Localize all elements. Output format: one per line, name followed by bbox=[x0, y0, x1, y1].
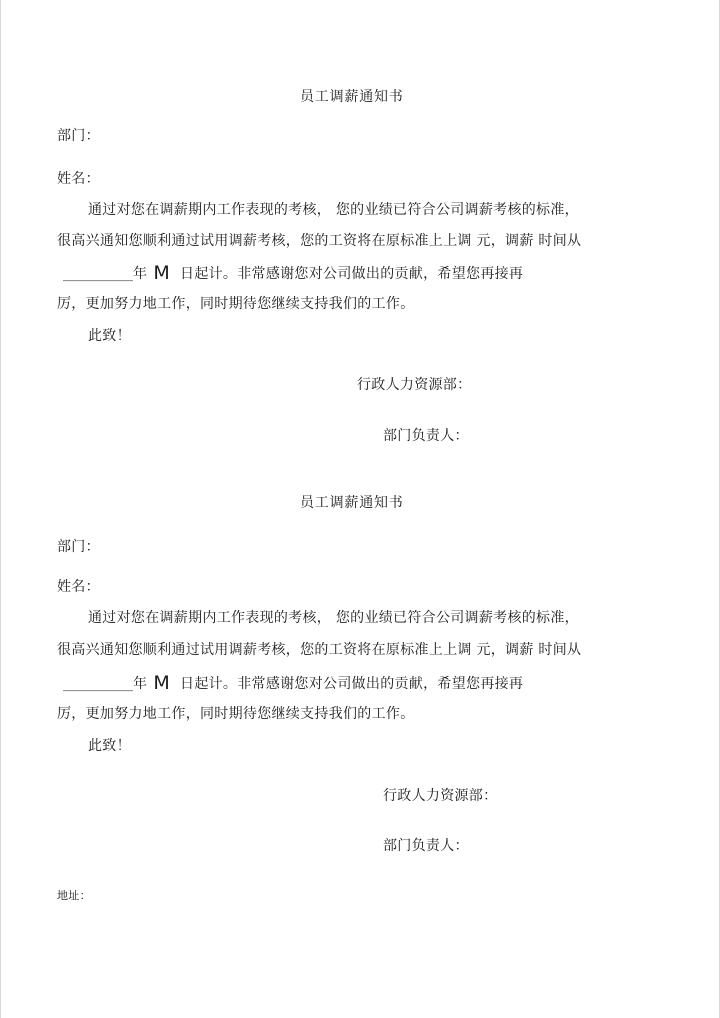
date-blank: __________ bbox=[63, 266, 133, 282]
body-line-3 bbox=[63, 673, 523, 693]
body-line-4: 厉，更加努力地工作，同时期待您继续支持我们的工作。 bbox=[57, 296, 415, 312]
closing: 此致！ bbox=[88, 738, 131, 754]
signature-department: 行政人力资源部： bbox=[383, 788, 498, 804]
page-left-border bbox=[0, 0, 1, 1018]
name-label: 姓名： bbox=[57, 579, 100, 595]
body-line-1: 通过对您在调薪期内工作表现的考核， 您的业绩已符合公司调薪考核的标准， bbox=[88, 610, 579, 626]
month-m-char: M bbox=[153, 262, 171, 284]
name-label: 姓名： bbox=[57, 171, 100, 187]
department-label: 部门： bbox=[57, 128, 100, 144]
body-line-2: 很高兴通知您顺利通过试用调薪考核，您的工资将在原标准上上调 元，调薪 时间从 bbox=[57, 642, 582, 658]
signature-person: 部门负责人： bbox=[383, 428, 469, 444]
date-blank: __________ bbox=[63, 676, 133, 692]
address-label: 地址： bbox=[57, 889, 91, 902]
body-line-2: 很高兴通知您顺利通过试用调薪考核，您的工资将在原标准上上调 元，调薪 时间从 bbox=[57, 233, 582, 249]
body-line-3-rest: 日起计。非常感谢您对公司做出的贡献，希望您再接再 bbox=[180, 266, 524, 282]
month-m-char: M bbox=[153, 672, 171, 694]
body-line-3-rest: 日起计。非常感谢您对公司做出的贡献，希望您再接再 bbox=[180, 676, 524, 692]
signature-person: 部门负责人： bbox=[383, 838, 469, 854]
body-line-4: 厉，更加努力地工作，同时期待您继续支持我们的工作。 bbox=[57, 706, 415, 722]
body-line-1: 通过对您在调薪期内工作表现的考核， 您的业绩已符合公司调薪考核的标准， bbox=[88, 202, 579, 218]
year-char: 年 bbox=[133, 266, 148, 282]
department-label: 部门： bbox=[57, 539, 100, 555]
signature-department: 行政人力资源部： bbox=[357, 377, 472, 393]
year-char: 年 bbox=[133, 676, 148, 692]
body-line-3 bbox=[63, 263, 523, 283]
closing: 此致！ bbox=[88, 328, 131, 344]
notice-title: 员工调薪通知书 bbox=[300, 495, 404, 511]
notice-title: 员工调薪通知书 bbox=[300, 89, 404, 105]
